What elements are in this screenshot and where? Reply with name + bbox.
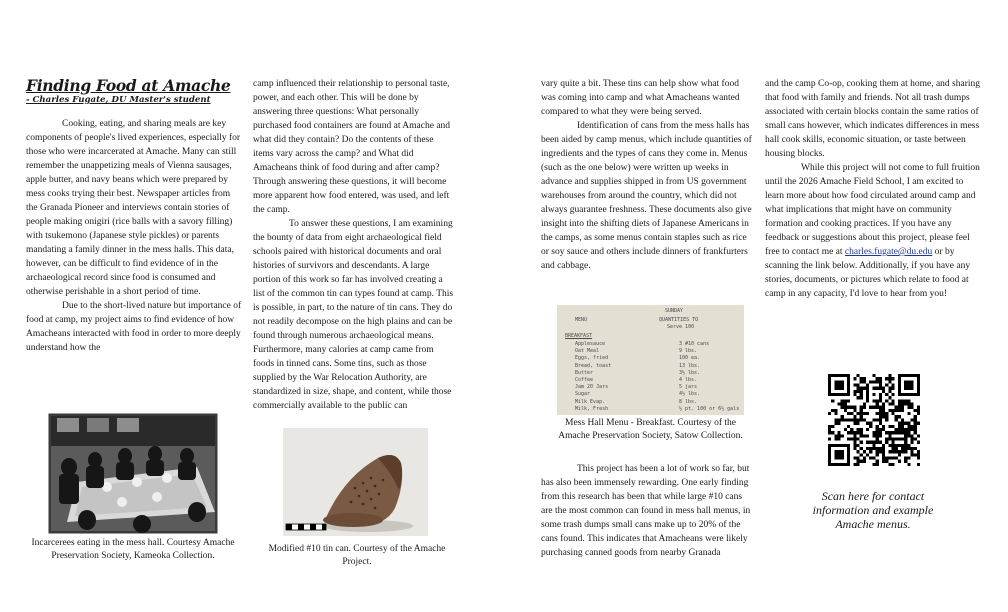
article-title: Finding Food at Amache [26, 76, 231, 95]
menu-quantity: 3½ lbs. [679, 369, 701, 376]
mess-hall-menu-image [557, 305, 744, 415]
paragraph: This project has been a lot of work so far, but has also been immensely rewarding. One early finding from this research has been that while large #10 cans are the most common can found in mess hall menus, in some trash dumps small cans make up to 20% of the cans found. This indicates that Amacheans were likely purchasing canned goods from nearby Granada [541, 464, 751, 558]
menu-item: Butter [575, 369, 594, 376]
article-byline: - Charles Fugate, DU Master's student [26, 95, 211, 105]
menu-quantity: 3 #10 cans [679, 341, 710, 347]
tin-can-photo [283, 428, 428, 536]
paragraph: Due to the short-lived nature but importance of food at camp, my project aims to find evidence of how Amacheans interacted with food in order to more deeply understand how the [26, 301, 242, 353]
menu-row [567, 406, 742, 413]
menu-item: Milk Evap. [575, 398, 606, 405]
menu-item: Milk, Fresh [575, 405, 609, 412]
menu-row [567, 391, 742, 398]
menu-item: Oat Meal [575, 348, 600, 355]
menu-quantity: 4 lbs. [679, 377, 698, 383]
menu-col-qty: QUANTITIES TO [659, 317, 699, 323]
menu-col-serve: Serve 100 [667, 324, 695, 330]
menu-day: SUNDAY [665, 308, 684, 314]
menu-quantity: 100 ea. [679, 355, 701, 362]
paragraph: camp influenced their relationship to personal taste, power, and each other. This will be done by answering three questions: What personally purchased food containers are found at Amache and what did they contain? Do the contents of these items vary across the camp? and What did Amacheans think of food during and after camp? Through answering these questions, it will become more apparent how food entered, was used, and left the camp. [253, 79, 451, 215]
menu-quantity: ½ pt. 100 or 6½ gals [679, 405, 740, 412]
paragraph: Identification of cans from the mess halls has been aided by camp menus, which include quantities of ingredients and the types of cans they come in. Menus (such as the one below) were written up weeks in advance and supplies shipped in from US government warehouses from around the country, which did not always guarantee freshness. These documents also give insight into the shifting diets of Japanese Americans in the camps, as some menus contain staples such as rice or soy sauce and others include dinners of frankfurters and cabbage. [541, 121, 752, 271]
paragraph [765, 161, 984, 301]
qr-code-image [828, 374, 920, 466]
column-4 [765, 77, 984, 301]
email-link[interactable]: charles.fugate@du.edu [844, 247, 933, 257]
menu-row [567, 370, 742, 377]
mess-hall-photo [47, 412, 219, 535]
qr-caption: Scan here for contact information and example Amache menus. [812, 489, 934, 531]
menu-quantity: 8 lbs. [679, 398, 698, 405]
tin-can-caption: Modified #10 tin can. Courtesy of the Amache Project. [268, 544, 446, 567]
mess-hall-caption: Incarcerees eating in the mess hall. Courtesy Amache Preservation Society, Kameoka Collection. [31, 538, 235, 561]
menu-quantity: 4½ lbs. [679, 391, 701, 398]
menu-col-menu: MENU [575, 317, 588, 323]
paragraph: vary quite a bit. These tins can help show what food was coming into camp and what Amacheans wanted compared to what they were being served. [541, 79, 740, 117]
paragraph: To answer these questions, I am examining the bounty of data from eight archaeological field schools paired with historical documents and oral histories of survivors and descendants. A large portion of this work so far has involved creating a list of the common tin can types found at camp. This is possible, in part, to the nature of tin cans. They do not readily decompose on the high plains and can be found through numerous archaeological means. Furthermore, many calories at camp came from foods in tinned cans. Some tins, such as those supplied by the War Relocation Authority, are standardized in size, shape, and content, while those commercially available to the public can [253, 219, 454, 411]
paragraph-text: While this project will not come to full fruition until the 2026 Amache Field School, I am excited to learn more about how food circulated around camp and what implications that might have on community formation and cooking practices. If you have any feedback or suggestions about this project, please feel free to contact me at [765, 163, 980, 257]
paragraph: Cooking, eating, and sharing meals are key components of people's lived experiences, especially for those who were incarcerated at Amache. Many can still remember the unappetizing meals of Vienna sausages, apple butter, and navy beans which were prepared by mess cooks trying their best. Newspaper articles from the Granada Pioneer and interviews contain stories of people making onigiri (rice balls with a savory filling) with tsukemono (Japanese style pickles) or parents mandating a family dinner in the mess halls. This data, however, can be difficult to find evidence of in the archaeological record since food is consumed and otherwise perishable in a short period of time. [26, 119, 241, 297]
menu-row [567, 377, 742, 384]
menu-item: Eggs, fried [575, 355, 609, 362]
menu-quantity: 5 jars [679, 384, 698, 391]
qr-code[interactable] [828, 374, 920, 466]
column-1 [26, 77, 243, 355]
menu-row [567, 348, 742, 355]
paragraph: and the camp Co-op, cooking them at home, and sharing that food with family and friends. Not all trash dumps associated with certain blocks contain the same ratios of small cans however, which indicates differences in mess hall cook skills, economic situation, or taste between housing blocks. [765, 79, 981, 159]
menu-item: Sugar [575, 391, 591, 398]
menu-item: Bread, toast [575, 362, 612, 369]
menu-section: BREAKFAST [565, 333, 593, 339]
menu-row [567, 399, 742, 406]
menu-row [567, 341, 742, 348]
menu-row [567, 355, 742, 362]
column-3 [541, 77, 756, 273]
menu-item: Applesauce [575, 341, 606, 347]
menu-quantity: 9 lbs. [679, 348, 698, 355]
menu-item: Jam 20 Jars [575, 384, 609, 391]
paragraph-text: or by scanning the link below. Additionally, if you have any stories, documents, or pictures which relate to food at camp in any capacity, I'd love to hear from you! [765, 247, 971, 299]
menu-row [567, 384, 742, 391]
menu-item: Coffee [575, 377, 594, 383]
menu-row [567, 363, 742, 370]
menu-caption: Mess Hall Menu - Breakfast. Courtesy of the Amache Preservation Society, Satow Collection. [558, 418, 743, 441]
column-3-continued [541, 462, 756, 560]
menu-quantity: 13 lbs. [679, 362, 701, 369]
column-2 [253, 77, 455, 413]
